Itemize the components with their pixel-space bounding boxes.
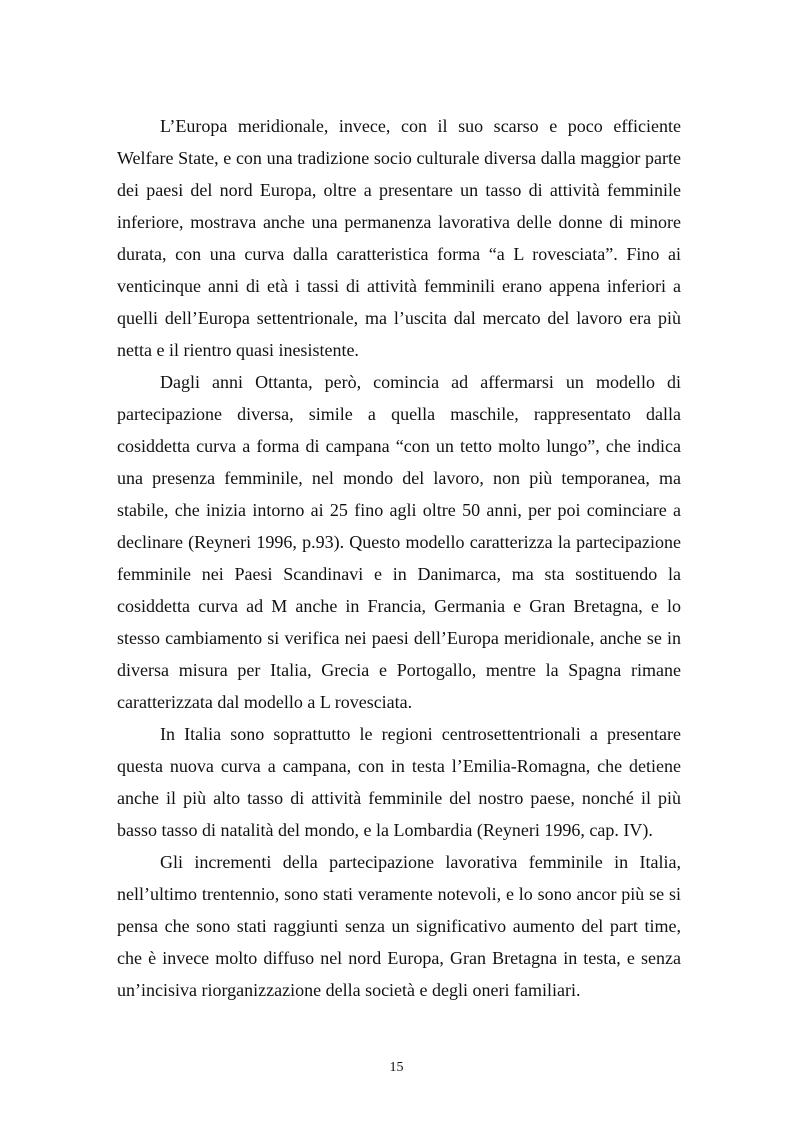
page-number: 15 — [389, 1060, 404, 1075]
paragraph-italy-regions: In Italia sono soprattutto le regioni centrosettentrionali a presentare questa nuova curva a campana, con in testa l’Emilia-Romagna, che detiene anche il più alto tasso di attività femminile del nostro paese, nonché il più basso tasso di natalità del mondo, e la Lombardia (Reyneri 1996, cap. IV). — [117, 724, 681, 840]
body-text — [117, 110, 681, 1006]
paragraph-italy-increments: Gli incrementi della partecipazione lavorativa femminile in Italia, nell’ultimo trentennio, sono stati veramente notevoli, e lo sono ancor più se si pensa che sono stati raggiunti senza un significativo aumento del part time, che è invece molto diffuso nel nord Europa, Gran Bretagna in testa, e senza un’incisiva riorganizzazione della società e degli oneri familiari. — [117, 852, 681, 1000]
paragraph-eighties-model: Dagli anni Ottanta, però, comincia ad affermarsi un modello di partecipazione diversa, simile a quella maschile, rappresentato dalla cosiddetta curva a forma di campana “con un tetto molto lungo”, che indica una presenza femminile, nel mondo del lavoro, non più temporanea, ma stabile, che inizia intorno ai 25 fino agli oltre 50 anni, per poi cominciare a declinare (Reyneri 1996, p.93). Questo modello caratterizza la partecipazione femminile nei Paesi Scandinavi e in Danimarca, ma sta sostituendo la cosiddetta curva ad M anche in Francia, Germania e Gran Bretagna, e lo stesso cambiamento si verifica nei paesi dell’Europa meridionale, anche se in diversa misura per Italia, Grecia e Portogallo, mentre la Spagna rimane caratterizzata dal modello a L rovesciata. — [117, 372, 681, 712]
paragraph-southern-europe: L’Europa meridionale, invece, con il suo scarso e poco efficiente Welfare State, e con una tradizione socio culturale diversa dalla maggior parte dei paesi del nord Europa, oltre a presentare un tasso di attività femminile inferiore, mostrava anche una permanenza lavorativa delle donne di minore durata, con una curva dalla caratteristica forma “a L rovesciata”. Fino ai venticinque anni di età i tassi di attività femminili erano appena inferiori a quelli dell’Europa settentrionale, ma l’uscita dal mercato del lavoro era più netta e il rientro quasi inesistente. — [117, 116, 681, 360]
